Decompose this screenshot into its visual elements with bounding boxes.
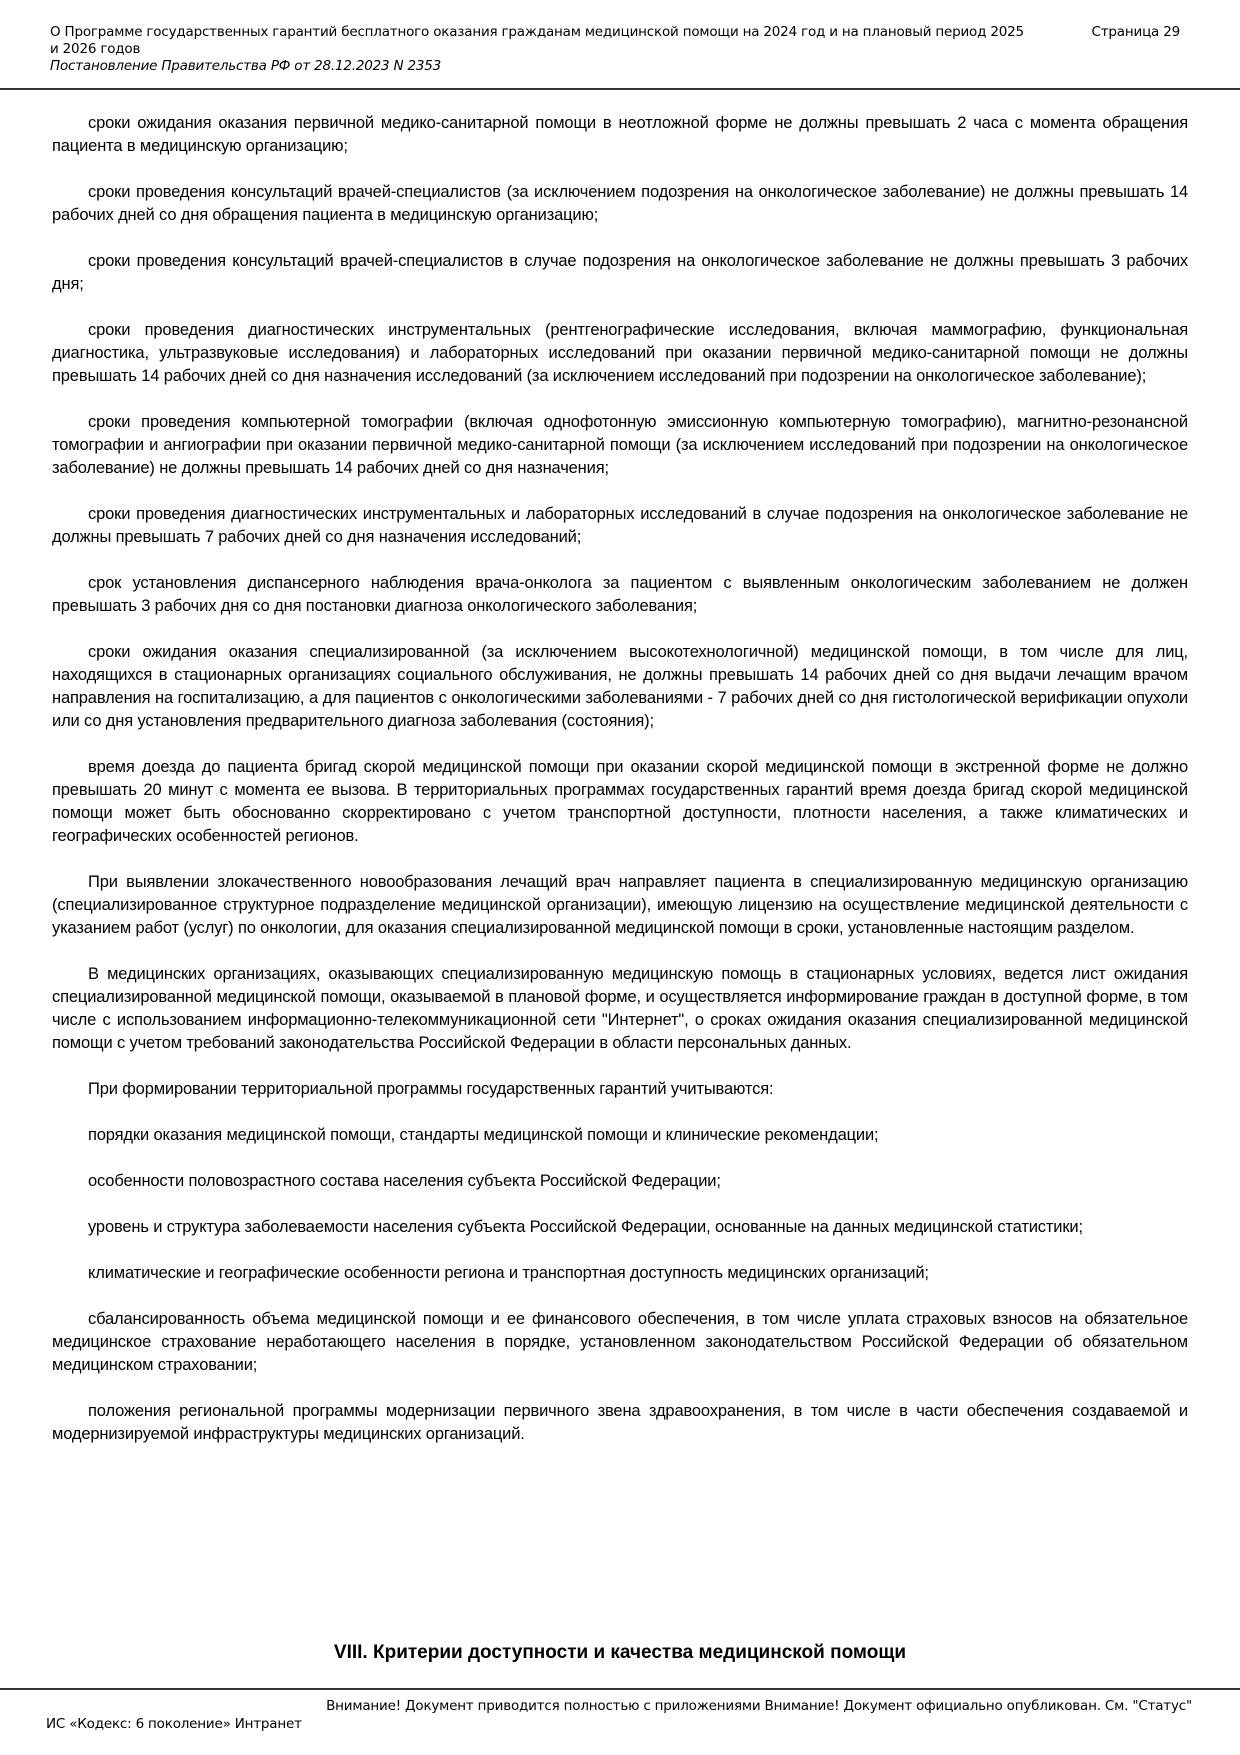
- header-divider: [0, 88, 1240, 90]
- paragraph: сроки ожидания оказания первичной медико-санитарной помощи в неотложной форме не должны превышать 2 часа с момента обращения пациента в медицинскую организацию;: [52, 114, 1188, 155]
- paragraph: В медицинских организациях, оказывающих специализированную медицинскую помощь в стационарных условиях, ведется лист ожидания специализированной медицинской помощи, оказываемой в плановой форме, и осуществляется информирование граждан в доступной форме, в том числе с использованием информационно-телекоммуникационной сети "Интернет", о сроках ожидания оказания специализированной медицинской помощи с учетом требований законодательства Российской Федерации в области персональных данных.: [52, 965, 1188, 1052]
- page-footer: [46, 1697, 1192, 1733]
- paragraph: сроки проведения диагностических инструментальных и лабораторных исследований в случае подозрения на онкологическое заболевание не должны превышать 7 рабочих дней со дня назначения исследований;: [52, 505, 1188, 546]
- document-subtitle: Постановление Правительства РФ от 28.12.2023 N 2353: [50, 58, 442, 74]
- page-number: Страница 29: [1091, 24, 1180, 40]
- footer-divider: [0, 1688, 1240, 1690]
- paragraph: положения региональной программы модернизации первичного звена здравоохранения, в том числе в части обеспечения создаваемой и модернизируемой инфраструктуры медицинских организаций.: [52, 1402, 1188, 1443]
- paragraph: сроки проведения компьютерной томографии (включая однофотонную эмиссионную компьютерную томографию), магнитно-резонансной томографии и ангиографии при оказании первичной медико-санитарной помощи (за исключением исследований при подозрении на онкологическое заболевание) не должны превышать 14 рабочих дней со дня назначения;: [52, 413, 1188, 477]
- paragraph: уровень и структура заболеваемости населения субъекта Российской Федерации, основанные на данных медицинской статистики;: [88, 1218, 1083, 1236]
- paragraph: сроки ожидания оказания специализированной (за исключением высокотехнологичной) медицинской помощи, в том числе для лиц, находящихся в стационарных организациях социального обслуживания, не должны превышать 14 рабочих дней со дня выдачи лечащим врачом направления на госпитализацию, а для пациентов с онкологическими заболеваниями - 7 рабочих дней со дня гистологической верификации опухоли или со дня установления предварительного диагноза заболевания (состояния);: [52, 643, 1188, 730]
- section-heading: VIII. Критерии доступности и качества медицинской помощи: [333, 1642, 907, 1663]
- paragraph: сбалансированность объема медицинской помощи и ее финансового обеспечения, в том числе уплата страховых взносов на обязательное медицинское страхование неработающего населения в порядке, установленном законодательством Российской Федерации об обязательном медицинском страховании;: [52, 1310, 1188, 1374]
- paragraph: сроки проведения диагностических инструментальных (рентгенографические исследования, включая маммографию, функциональная диагностика, ультразвуковые исследования) и лабораторных исследований при оказании первичной медико-санитарной помощи не должны превышать 14 рабочих дней со дня назначения исследований (за исключением исследований при подозрении на онкологическое заболевание);: [52, 321, 1188, 385]
- document-body: [52, 112, 1188, 1469]
- document-title: О Программе государственных гарантий бесплатного оказания гражданам медицинской помощи на 2024 год и на плановый период 2025 и 2026 годов: [50, 24, 1024, 57]
- footer-notice: Внимание! Документ приводится полностью с приложениями Внимание! Документ официально опубликован. См. "Статус": [326, 1698, 1192, 1714]
- footer-system-label: ИС «Кодекс: 6 поколение» Интранет: [46, 1716, 302, 1732]
- paragraph: сроки проведения консультаций врачей-специалистов (за исключением подозрения на онкологическое заболевание) не должны превышать 14 рабочих дней со дня обращения пациента в медицинскую организацию;: [52, 183, 1188, 224]
- paragraph: При выявлении злокачественного новообразования лечащий врач направляет пациента в специализированную медицинскую организацию (специализированное структурное подразделение медицинской организации), имеющую лицензию на осуществление медицинской деятельности с указанием работ (услуг) по онкологии, для оказания специализированной медицинской помощи в сроки, установленные настоящим разделом.: [52, 873, 1188, 937]
- paragraph: При формировании территориальной программы государственных гарантий учитываются:: [88, 1080, 774, 1098]
- paragraph: время доезда до пациента бригад скорой медицинской помощи при оказании скорой медицинской помощи в экстренной форме не должно превышать 20 минут с момента ее вызова. В территориальных программах государственных гарантий время доезда бригад скорой медицинской помощи может быть обоснованно скорректировано с учетом транспортной доступности, плотности населения, а также климатических и географических особенностей регионов.: [52, 758, 1188, 845]
- paragraph: особенности половозрастного состава населения субъекта Российской Федерации;: [88, 1172, 721, 1190]
- paragraph: порядки оказания медицинской помощи, стандарты медицинской помощи и клинические рекомендации;: [88, 1126, 879, 1144]
- paragraph: климатические и географические особенности региона и транспортная доступность медицинских организаций;: [88, 1264, 929, 1282]
- paragraph: срок установления диспансерного наблюдения врача-онколога за пациентом с выявленным онкологическим заболеванием не должен превышать 3 рабочих дня со дня постановки диагноза онкологического заболевания;: [52, 574, 1188, 615]
- paragraph: сроки проведения консультаций врачей-специалистов в случае подозрения на онкологическое заболевание не должны превышать 3 рабочих дня;: [52, 252, 1188, 293]
- page-header: [50, 24, 1180, 75]
